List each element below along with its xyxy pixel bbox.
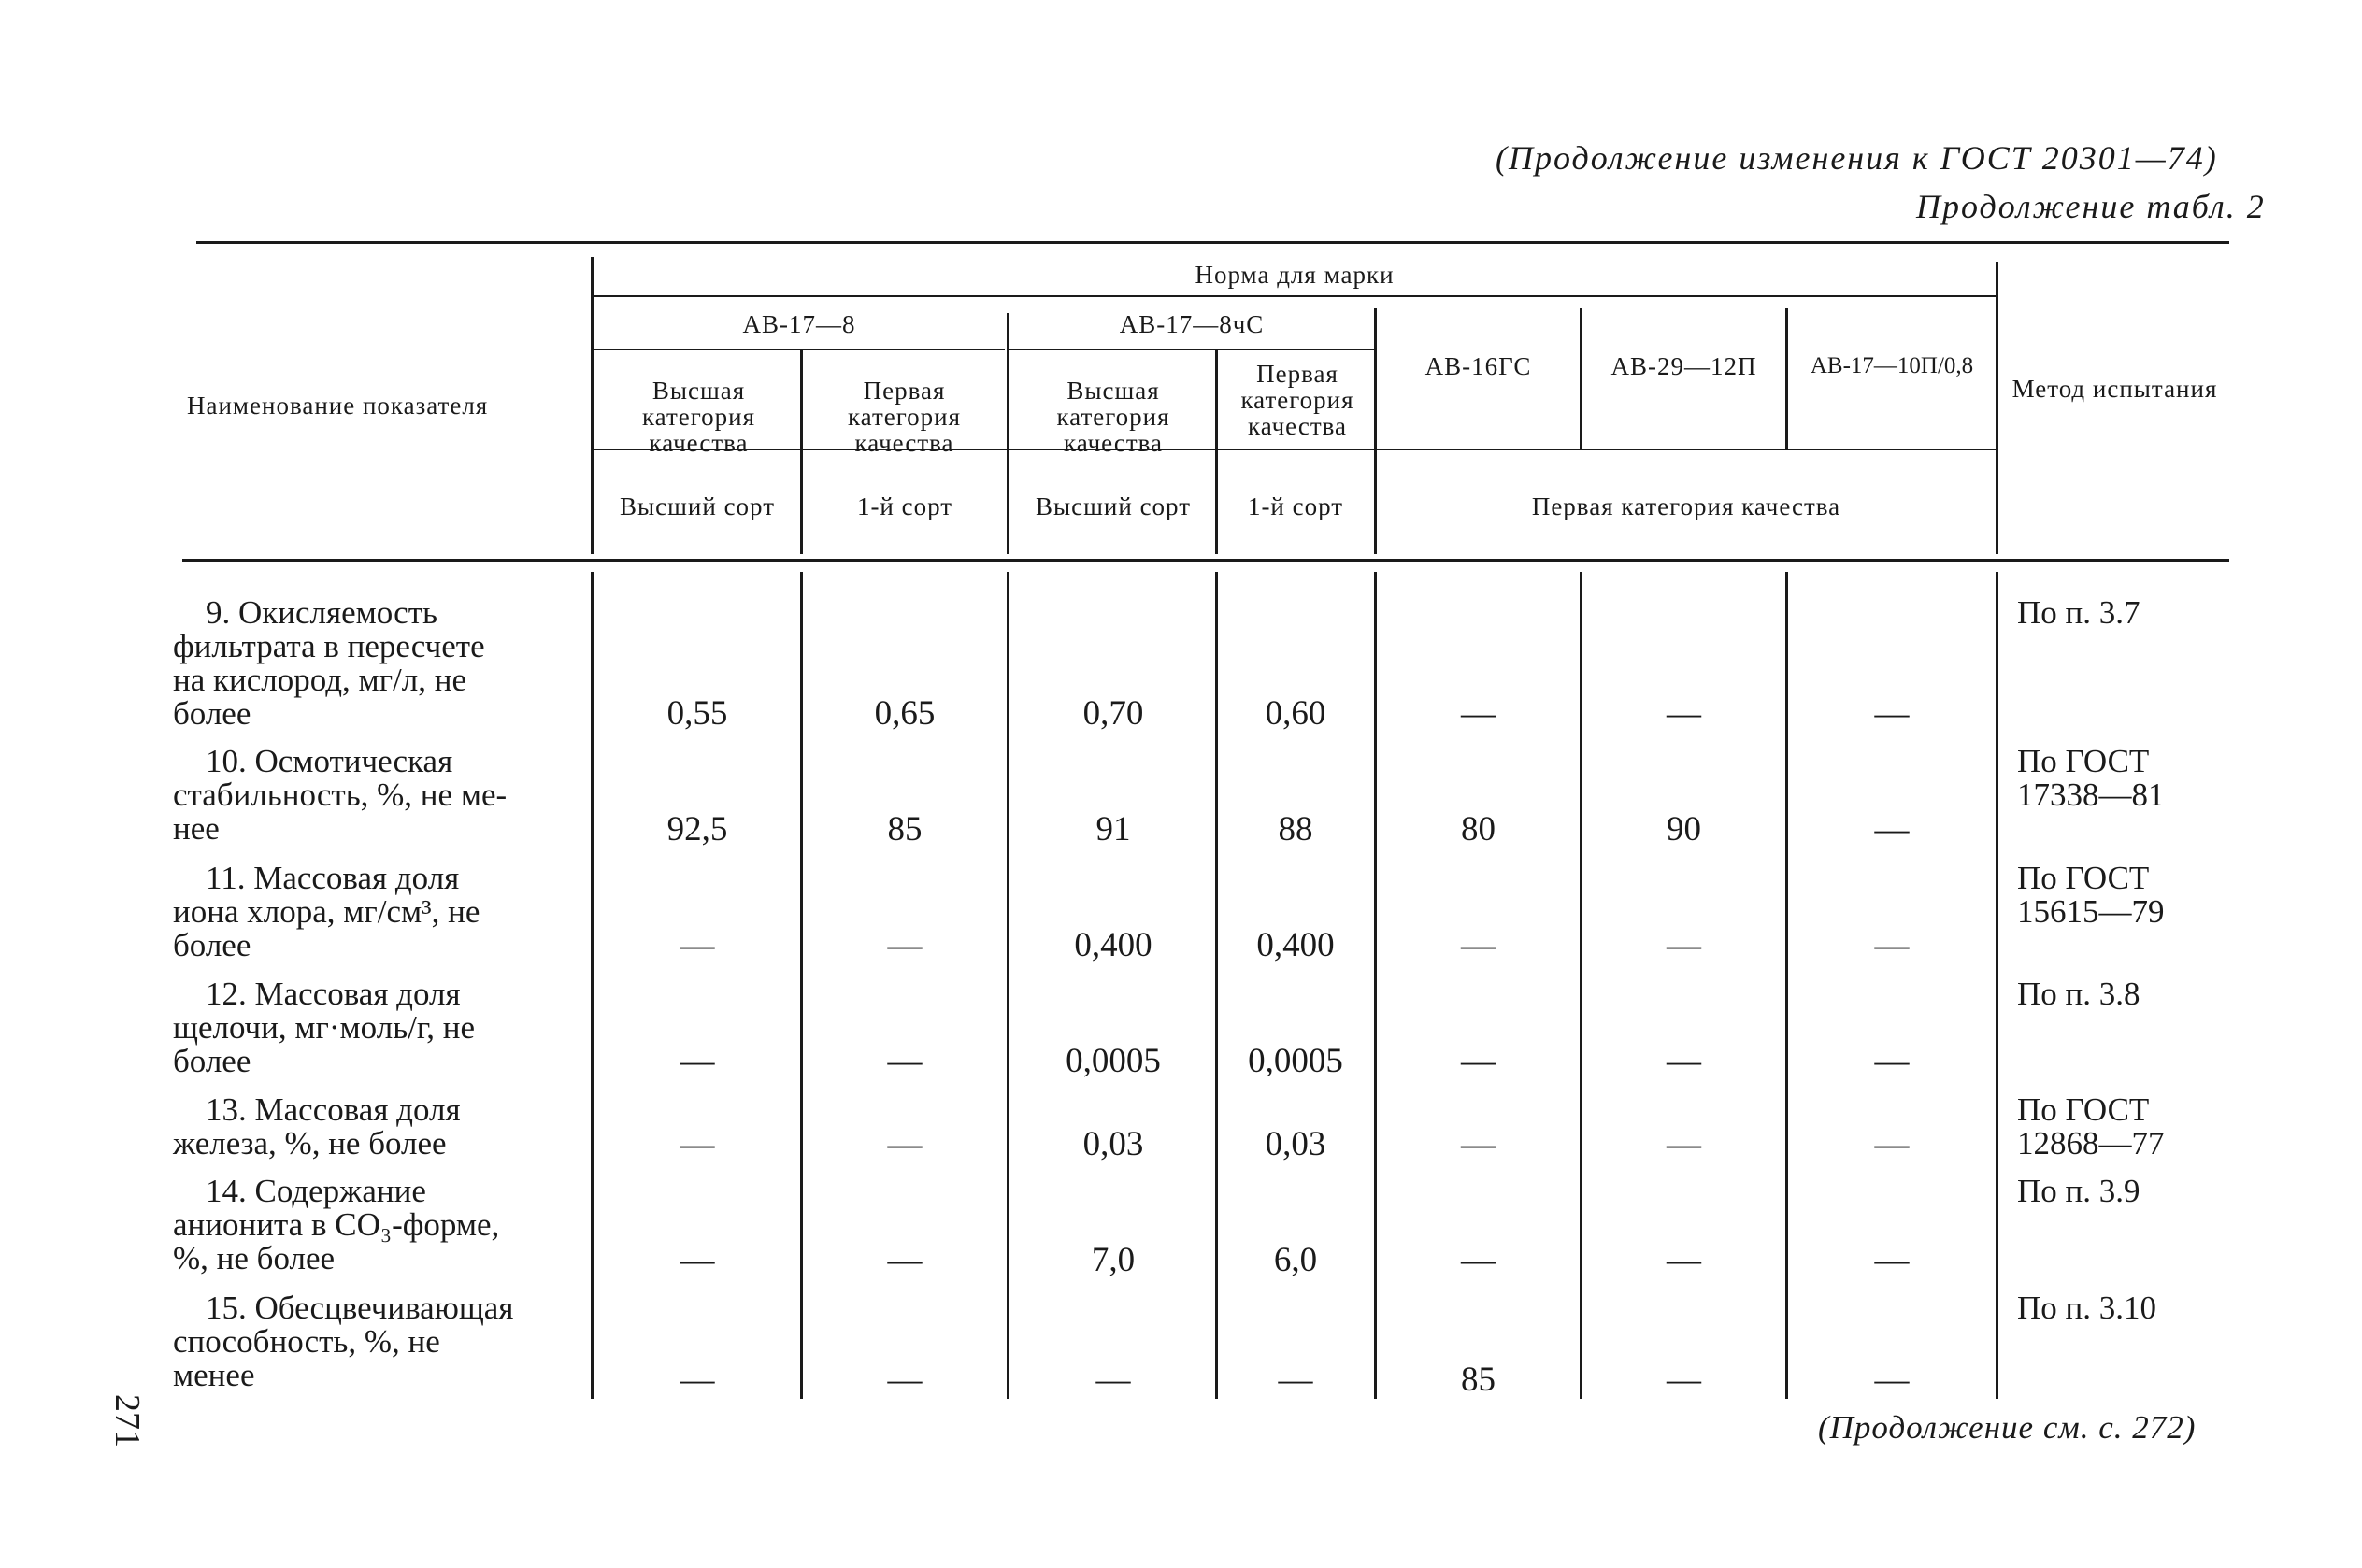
row-method: По п. 3.7 bbox=[2017, 594, 2140, 631]
cell-value: 88 bbox=[1278, 810, 1313, 848]
cell-value: — bbox=[680, 1042, 715, 1080]
cell-value: 0,400 bbox=[1074, 926, 1152, 964]
cell-value: — bbox=[1874, 1241, 1910, 1279]
cell-value: — bbox=[680, 1361, 715, 1399]
grade-rule-2 bbox=[1009, 349, 1374, 350]
cell-value: — bbox=[1667, 1361, 1701, 1399]
cell-value: — bbox=[1461, 694, 1496, 733]
norm-header-rule bbox=[594, 295, 1996, 297]
quality-highest: Высшая категория качества bbox=[641, 377, 756, 457]
grade-ab17-8chs: АВ-17—8чС bbox=[1119, 310, 1265, 338]
sort-top: Высший сорт bbox=[620, 492, 775, 520]
cell-value: — bbox=[1874, 810, 1910, 848]
header-vrule bbox=[800, 350, 803, 554]
method-header: Метод испытания bbox=[2011, 375, 2218, 403]
sort-first: 1-й сорт bbox=[856, 492, 953, 520]
quality-first: Первая категория качества bbox=[847, 377, 962, 457]
cell-value: 0,0005 bbox=[1248, 1042, 1343, 1080]
cell-value: 0,03 bbox=[1265, 1125, 1326, 1163]
row-label: 13. Массовая доля железа, %, не более bbox=[173, 1091, 461, 1162]
header-bottom-rule bbox=[182, 559, 2229, 562]
cell-value: 90 bbox=[1667, 810, 1701, 848]
table-continuation-label: Продолжение табл. 2 bbox=[1916, 188, 2266, 225]
grade-ab17-8: АВ-17—8 bbox=[742, 310, 856, 338]
row-label: 11. Массовая доля иона хлора, мг/см³, не более bbox=[173, 860, 480, 963]
sort-top-2: Высший сорт bbox=[1036, 492, 1191, 520]
cell-value: — bbox=[680, 1241, 715, 1279]
page-number: 271 bbox=[107, 1394, 147, 1447]
cell-value: — bbox=[1667, 1125, 1701, 1163]
cell-value: — bbox=[887, 1042, 923, 1080]
cell-value: 85 bbox=[1461, 1361, 1496, 1399]
cell-value: — bbox=[680, 1125, 715, 1163]
grade-ab16gs: АВ-16ГС bbox=[1424, 352, 1532, 380]
row-method: По ГОСТ 17338—81 bbox=[2017, 743, 2165, 813]
row-method: По ГОСТ 12868—77 bbox=[2017, 1091, 2165, 1162]
cell-value: 0,60 bbox=[1265, 694, 1326, 733]
cell-value: — bbox=[1874, 1042, 1910, 1080]
sort-first-2: 1-й сорт bbox=[1247, 492, 1344, 520]
row-label: 12. Массовая доля щелочи, мг·моль/г, не более bbox=[173, 976, 476, 1079]
cell-value: 6,0 bbox=[1273, 1241, 1318, 1279]
cell-value: 80 bbox=[1461, 810, 1496, 848]
cell-value: — bbox=[1461, 1042, 1496, 1080]
cell-value: 7,0 bbox=[1091, 1241, 1136, 1279]
cell-value: — bbox=[1461, 1125, 1496, 1163]
cell-value: 85 bbox=[887, 810, 923, 848]
grade-ab29-12p: АВ-29—12П bbox=[1610, 352, 1757, 380]
continued-note: (Продолжение см. с. 272) bbox=[1818, 1409, 2197, 1446]
norm-header: Норма для марки bbox=[1195, 261, 1395, 289]
cell-value: — bbox=[1667, 1241, 1701, 1279]
row-method: По п. 3.9 bbox=[2017, 1173, 2140, 1209]
header-vrule bbox=[1996, 262, 1998, 554]
col-name-header: Наименование показателя bbox=[187, 392, 489, 420]
row-method: По п. 3.10 bbox=[2017, 1290, 2157, 1326]
header-vrule bbox=[1215, 350, 1218, 554]
cell-value: — bbox=[1278, 1361, 1313, 1399]
cell-value: — bbox=[1461, 926, 1496, 964]
cell-value: 91 bbox=[1095, 810, 1131, 848]
grade-rule-1 bbox=[594, 349, 1005, 350]
cell-value: — bbox=[1461, 1241, 1496, 1279]
body-vrule bbox=[1996, 572, 1998, 1399]
cell-value: — bbox=[887, 1125, 923, 1163]
cell-value: 0,65 bbox=[874, 694, 936, 733]
row-label: 14. Содержание анионита в CO₃-форме, %, не более bbox=[173, 1173, 500, 1276]
cell-value: — bbox=[1874, 1125, 1910, 1163]
cell-value: — bbox=[680, 926, 715, 964]
cell-value: 0,55 bbox=[666, 694, 728, 733]
cell-value: — bbox=[887, 1361, 923, 1399]
cell-value: — bbox=[1667, 1042, 1701, 1080]
cell-value: — bbox=[1874, 926, 1910, 964]
row-label: 15. Обесцвечивающая способность, %, не менее bbox=[173, 1290, 514, 1393]
cell-value: — bbox=[1667, 926, 1701, 964]
cell-value: — bbox=[887, 1241, 923, 1279]
cell-value: 0,70 bbox=[1082, 694, 1144, 733]
cell-value: 0,0005 bbox=[1066, 1042, 1161, 1080]
cell-value: — bbox=[1667, 694, 1701, 733]
table-top-rule bbox=[196, 241, 2229, 244]
cell-value: 0,03 bbox=[1082, 1125, 1144, 1163]
cell-value: 0,400 bbox=[1256, 926, 1335, 964]
quality-highest-2: Высшая категория качества bbox=[1056, 377, 1170, 457]
grade-ab17-10p: АВ-17—10П/0,8 bbox=[1810, 353, 1974, 378]
row-label: 9. Окисляемость фильтрата в пересчете на кислород, мг/л, не более bbox=[173, 594, 485, 732]
cell-value: — bbox=[1874, 1361, 1910, 1399]
cell-value: — bbox=[887, 926, 923, 964]
row-method: По п. 3.8 bbox=[2017, 976, 2140, 1012]
sort-common: Первая категория качества bbox=[1531, 492, 1841, 520]
cell-value: — bbox=[1095, 1361, 1131, 1399]
cell-value: — bbox=[1874, 694, 1910, 733]
quality-first-2: Первая категория качества bbox=[1240, 360, 1354, 440]
row-method: По ГОСТ 15615—79 bbox=[2017, 860, 2165, 930]
cell-value: 92,5 bbox=[666, 810, 728, 848]
running-header: (Продолжение изменения к ГОСТ 20301—74) bbox=[1496, 139, 2218, 177]
row-label: 10. Осмотическая стабильность, %, не ме- нее bbox=[173, 743, 508, 847]
